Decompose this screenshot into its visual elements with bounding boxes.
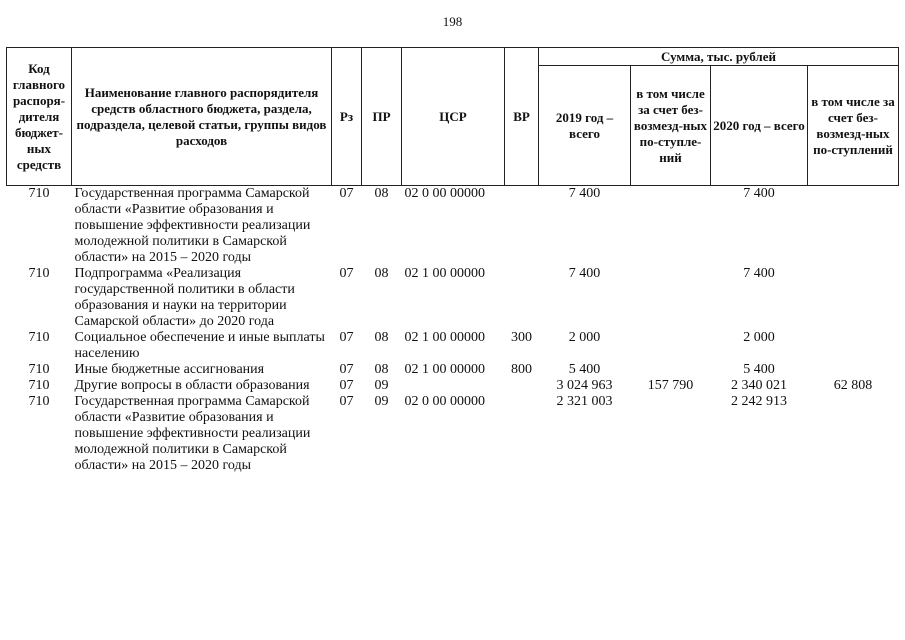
- cell-csr: 02 1 00 00000: [404, 266, 485, 281]
- cell-2020-free: [808, 266, 899, 330]
- cell-pr: 08: [374, 330, 389, 345]
- cell-name: Другие вопросы в области образования: [74, 378, 310, 393]
- cell-2020-free: [808, 186, 899, 267]
- cell-pr: 09: [374, 378, 389, 393]
- cell-2020-total: 7 400: [743, 266, 775, 281]
- cell-code: 710: [28, 378, 50, 393]
- cell-csr: [402, 378, 505, 394]
- cell-name: Государственная программа Самарской области «Развитие образования и повышение эффективности реализации молодежной политики в Самарской области» на 2015 – 2020 годы: [74, 186, 311, 265]
- cell-2020-free: [808, 394, 899, 474]
- cell-2020-free: 62 808: [833, 378, 873, 393]
- cell-2019-free: [631, 362, 711, 378]
- cell-2020-total: 5 400: [743, 362, 775, 377]
- cell-2019-free: [631, 186, 711, 267]
- cell-code: 710: [28, 186, 50, 201]
- cell-vr: [505, 394, 539, 474]
- cell-csr: 02 0 00 00000: [404, 394, 485, 409]
- cell-rz: 07: [339, 330, 354, 345]
- cell-2020-total: 2 000: [743, 330, 775, 345]
- table-row: [7, 378, 899, 394]
- cell-pr: 08: [374, 362, 389, 377]
- page-number: 198: [442, 14, 463, 29]
- header-rz: Рз: [332, 48, 362, 186]
- cell-code: 710: [28, 362, 50, 377]
- cell-2019-total: 5 400: [568, 362, 601, 377]
- cell-code: 710: [28, 266, 50, 281]
- cell-rz: 07: [339, 266, 354, 281]
- budget-table: [6, 47, 899, 474]
- cell-pr: 08: [374, 266, 389, 281]
- cell-rz: 07: [339, 186, 354, 201]
- header-code: Код главного распоря-дителя бюджет-ных средств: [7, 48, 72, 186]
- cell-vr: 300: [511, 330, 532, 345]
- cell-2020-total: 2 242 913: [731, 394, 787, 409]
- cell-2019-total: 2 000: [568, 330, 601, 345]
- cell-name: Иные бюджетные ассигнования: [74, 362, 265, 377]
- cell-2019-total: 7 400: [568, 186, 601, 201]
- header-2020-free: в том числе за счет без-возмезд-ных по-ступлений: [808, 66, 899, 186]
- cell-rz: 07: [339, 394, 354, 409]
- cell-csr: 02 1 00 00000: [404, 362, 485, 377]
- cell-2020-free: [808, 330, 899, 362]
- cell-pr: 09: [374, 394, 389, 409]
- cell-code: 710: [28, 394, 50, 409]
- cell-csr: 02 1 00 00000: [404, 330, 485, 345]
- cell-rz: 07: [339, 362, 354, 377]
- cell-vr: [505, 266, 539, 330]
- cell-vr: [505, 378, 539, 394]
- cell-2019-free: [631, 330, 711, 362]
- cell-vr: [505, 186, 539, 267]
- cell-2019-free: 157 790: [647, 378, 694, 393]
- cell-2019-free: [631, 394, 711, 474]
- header-pr: ПР: [362, 48, 402, 186]
- cell-code: 710: [28, 330, 50, 345]
- cell-2019-total: 2 321 003: [556, 394, 613, 409]
- table-row: [7, 362, 899, 378]
- header-name: Наименование главного распорядителя средств областного бюджета, раздела, подраздела, целевой статьи, группы видов расходов: [72, 48, 332, 186]
- cell-2020-free: [808, 362, 899, 378]
- table-row: [7, 394, 899, 474]
- cell-vr: 800: [511, 362, 532, 377]
- header-2019-total: 2019 год – всего: [539, 66, 631, 186]
- cell-2019-total: 7 400: [568, 266, 601, 281]
- header-2020-total: 2020 год – всего: [711, 66, 808, 186]
- cell-pr: 08: [374, 186, 389, 201]
- cell-2020-total: 7 400: [743, 186, 775, 201]
- cell-2019-total: 3 024 963: [556, 378, 613, 393]
- table-row: [7, 266, 899, 330]
- header-csr: ЦСР: [402, 48, 505, 186]
- cell-name: Социальное обеспечение и иные выплаты населению: [74, 330, 325, 361]
- cell-csr: 02 0 00 00000: [404, 186, 485, 201]
- cell-name: Государственная программа Самарской области «Развитие образования и повышение эффективности реализации молодежной политики в Самарской области» на 2015 – 2020 годы: [74, 394, 311, 473]
- cell-2019-free: [631, 266, 711, 330]
- table-row: [7, 330, 899, 362]
- cell-2020-total: 2 340 021: [731, 378, 787, 393]
- header-sum: Сумма, тыс. рублей: [539, 48, 899, 66]
- cell-rz: 07: [339, 378, 354, 393]
- header-vr: ВР: [505, 48, 539, 186]
- header-2019-free: в том числе за счет без-возмезд-ных по-ступле-ний: [631, 66, 711, 186]
- cell-name: Подпрограмма «Реализация государственной политики в области образования и науки на территории Самарской области» до 2020 года: [74, 266, 295, 329]
- table-row: [7, 186, 899, 267]
